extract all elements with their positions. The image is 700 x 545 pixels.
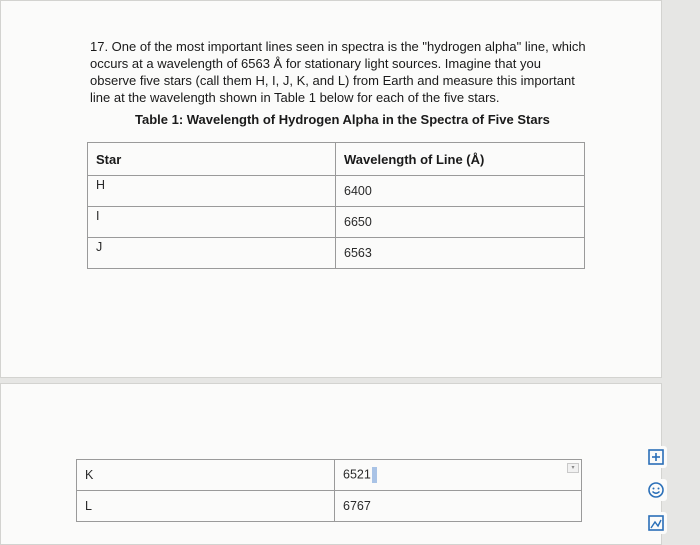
plus-square-icon[interactable]	[645, 446, 667, 468]
wavelength-table-continued	[76, 459, 582, 522]
table-header-row	[88, 143, 585, 176]
table-caption: Table 1: Wavelength of Hydrogen Alpha in the Spectra of Five Stars	[135, 112, 550, 127]
wavelength-input-cell[interactable]	[335, 460, 582, 491]
wavelength-cell[interactable]: 6563	[336, 238, 585, 269]
wavelength-input[interactable]	[343, 467, 377, 483]
star-cell: H	[88, 176, 336, 207]
star-cell: I	[88, 207, 336, 238]
star-cell: J	[88, 238, 336, 269]
emoji-icon[interactable]	[645, 479, 667, 501]
header-wavelength: Wavelength of Line (Å)	[336, 143, 585, 176]
wavelength-cell[interactable]: 6650	[336, 207, 585, 238]
resize-handle-icon[interactable]: ▾	[567, 463, 579, 473]
star-cell: L	[77, 491, 335, 522]
question-text: 17. One of the most important lines seen in spectra is the "hydrogen alpha" line, which occurs at a wavelength of 6563 Å for stationary light sources. Imagine that you observe five stars (call them H, I, J, K, and L) from Earth and measure this important line at the wavelength shown in Table 1 below for each of the five stars.	[90, 39, 586, 105]
image-edit-icon[interactable]	[645, 512, 667, 534]
header-star: Star	[88, 143, 336, 176]
table-row	[77, 491, 582, 522]
table-row	[88, 176, 585, 207]
wavelength-table	[87, 142, 585, 269]
table-row	[77, 460, 582, 491]
table-row	[88, 238, 585, 269]
wavelength-cell[interactable]: 6400	[336, 176, 585, 207]
star-cell: K	[77, 460, 335, 491]
table-row	[88, 207, 585, 238]
text-caret	[372, 467, 377, 483]
wavelength-value: 6521	[343, 467, 371, 482]
side-toolbar	[645, 446, 671, 545]
wavelength-cell[interactable]: 6767	[335, 491, 582, 522]
